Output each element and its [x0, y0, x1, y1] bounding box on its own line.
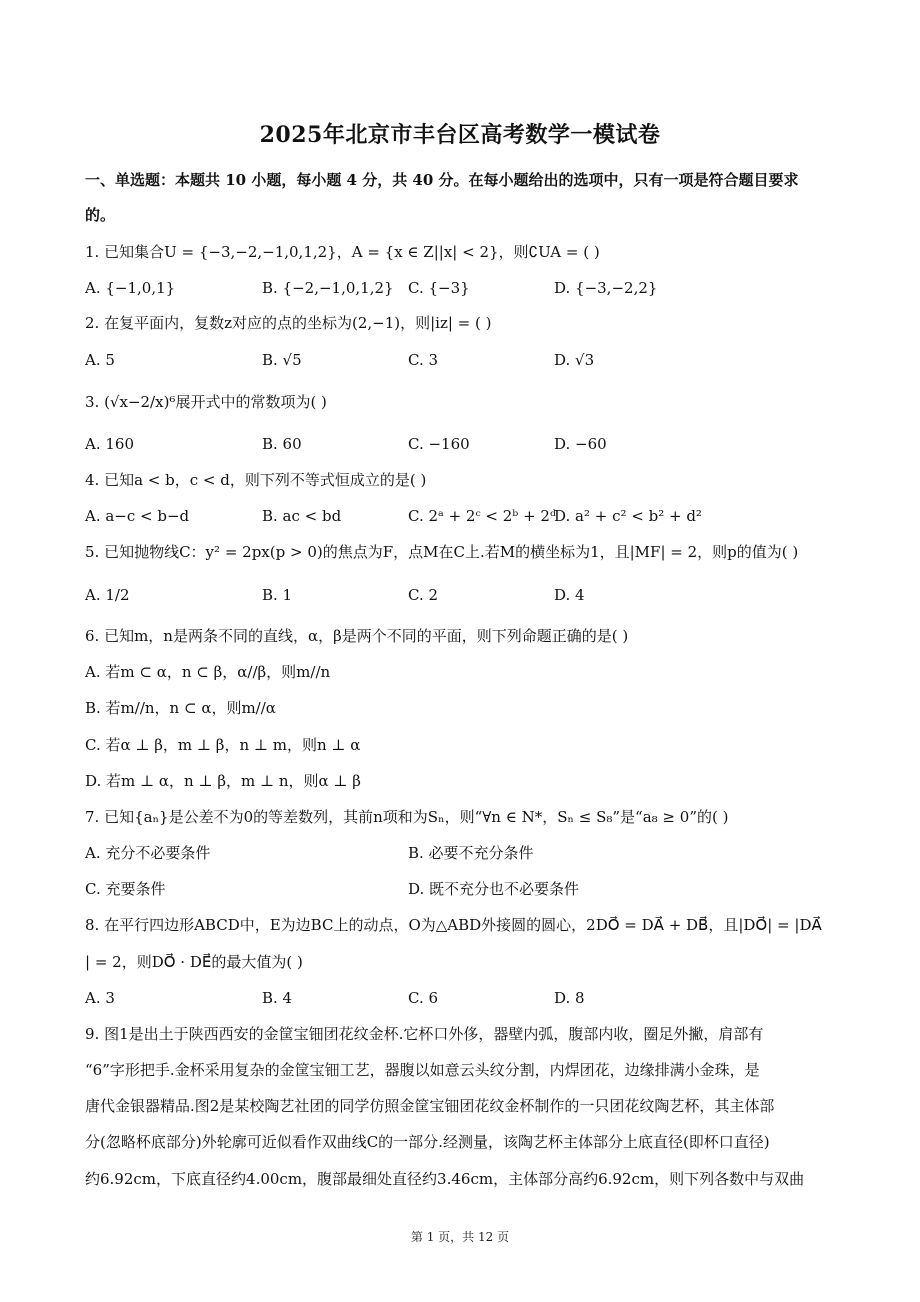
q6-option-d: D. 若m ⊥ α，n ⊥ β，m ⊥ n，则α ⊥ β	[85, 772, 361, 790]
question-5-stem: 5. 已知抛物线C：y² = 2px(p > 0)的焦点为F，点M在C上.若M的横坐标为1，且|MF| = 2，则p的值为( )	[85, 543, 799, 561]
section-heading-cont: 的。	[85, 206, 116, 224]
q2-option-d: D. √3	[554, 351, 595, 369]
question-6-stem: 6. 已知m，n是两条不同的直线，α，β是两个不同的平面，则下列命题正确的是( )	[85, 627, 629, 645]
q2-option-a: A. 5	[85, 351, 115, 369]
question-9-line-5: 约6.92cm，下底直径约4.00cm，腹部最细处直径约3.46cm，主体部分高约6.92cm，则下列各数中与双曲	[85, 1170, 805, 1188]
question-4-stem: 4. 已知a < b，c < d，则下列不等式恒成立的是( )	[85, 471, 427, 489]
q4-option-c: C. 2ᵃ + 2ᶜ < 2ᵇ + 2ᵈ	[408, 507, 556, 525]
question-8-stem-cont: | = 2，则DO⃗ · DE⃗的最大值为( )	[85, 953, 303, 971]
question-1-stem: 1. 已知集合U = {−3,−2,−1,0,1,2}，A = {x ∈ Z||x| < 2}，则∁UA = ( )	[85, 243, 600, 261]
q5-option-a: A. 1/2	[85, 586, 130, 604]
question-9-line-2: “6”字形把手.金杯采用复杂的金筐宝钿工艺，器腹以如意云头纹分割，内焊团花，边缘排满小金珠，是	[85, 1061, 760, 1079]
page-footer: 第 1 页，共 12 页	[410, 1230, 510, 1244]
q3-option-b: B. 60	[262, 435, 302, 453]
q7-option-d: D. 既不充分也不必要条件	[408, 880, 580, 898]
q3-option-d: D. −60	[554, 435, 607, 453]
q6-option-b: B. 若m//n，n ⊂ α，则m//α	[85, 699, 276, 717]
q1-option-b: B. {−2,−1,0,1,2}	[262, 279, 394, 297]
q5-option-c: C. 2	[408, 586, 439, 604]
question-3-stem: 3. (√x−2/x)⁶展开式中的常数项为( )	[85, 393, 327, 411]
question-9-line-3: 唐代金银器精品.图2是某校陶艺社团的同学仿照金筐宝钿团花纹金杯制作的一只团花纹陶艺杯，其主体部	[85, 1097, 775, 1115]
q1-option-d: D. {−3,−2,2}	[554, 279, 658, 297]
q8-option-a: A. 3	[85, 989, 115, 1007]
page-title: 2025年北京市丰台区高考数学一模试卷	[259, 122, 661, 148]
question-2-stem: 2. 在复平面内，复数z对应的点的坐标为(2,−1)，则|iz| = ( )	[85, 314, 492, 332]
q6-option-a: A. 若m ⊂ α，n ⊂ β，α//β，则m//n	[85, 663, 331, 681]
section-heading: 一、单选题：本题共 10 小题，每小题 4 分，共 40 分。在每小题给出的选项中，只有一项是符合题目要求	[85, 171, 799, 189]
q8-option-b: B. 4	[262, 989, 293, 1007]
question-7-stem: 7. 已知{aₙ}是公差不为0的等差数列，其前n项和为Sₙ，则“∀n ∈ N*，Sₙ ≤ S₈”是“a₈ ≥ 0”的( )	[85, 808, 729, 826]
question-9-line-1: 9. 图1是出土于陕西西安的金筐宝钿团花纹金杯.它杯口外侈，器壁内弧，腹部内收，圈足外撇，肩部有	[85, 1025, 764, 1043]
q6-option-c: C. 若α ⊥ β，m ⊥ β，n ⊥ m，则n ⊥ α	[85, 736, 361, 754]
q7-option-c: C. 充要条件	[85, 880, 166, 898]
q1-option-a: A. {−1,0,1}	[85, 279, 176, 297]
question-9-line-4: 分(忽略杯底部分)外轮廓可近似看作双曲线C的一部分.经测量，该陶艺杯主体部分上底直径(即杯口直径)	[85, 1133, 770, 1151]
q3-option-a: A. 160	[85, 435, 134, 453]
q7-option-b: B. 必要不充分条件	[408, 844, 534, 862]
q2-option-c: C. 3	[408, 351, 439, 369]
question-8-stem: 8. 在平行四边形ABCD中，E为边BC上的动点，O为△ABD外接圆的圆心，2DO⃗ = DA⃗ + DB⃗，且|DO⃗| = |DA⃗	[85, 916, 822, 934]
q2-option-b: B. √5	[262, 351, 302, 369]
q5-option-d: D. 4	[554, 586, 585, 604]
q5-option-b: B. 1	[262, 586, 293, 604]
q4-option-a: A. a−c < b−d	[85, 507, 190, 525]
q7-option-a: A. 充分不必要条件	[85, 844, 211, 862]
q8-option-c: C. 6	[408, 989, 439, 1007]
q4-option-b: B. ac < bd	[262, 507, 342, 525]
q4-option-d: D. a² + c² < b² + d²	[554, 507, 702, 525]
q1-option-c: C. {−3}	[408, 279, 470, 297]
q3-option-c: C. −160	[408, 435, 470, 453]
q8-option-d: D. 8	[554, 989, 585, 1007]
